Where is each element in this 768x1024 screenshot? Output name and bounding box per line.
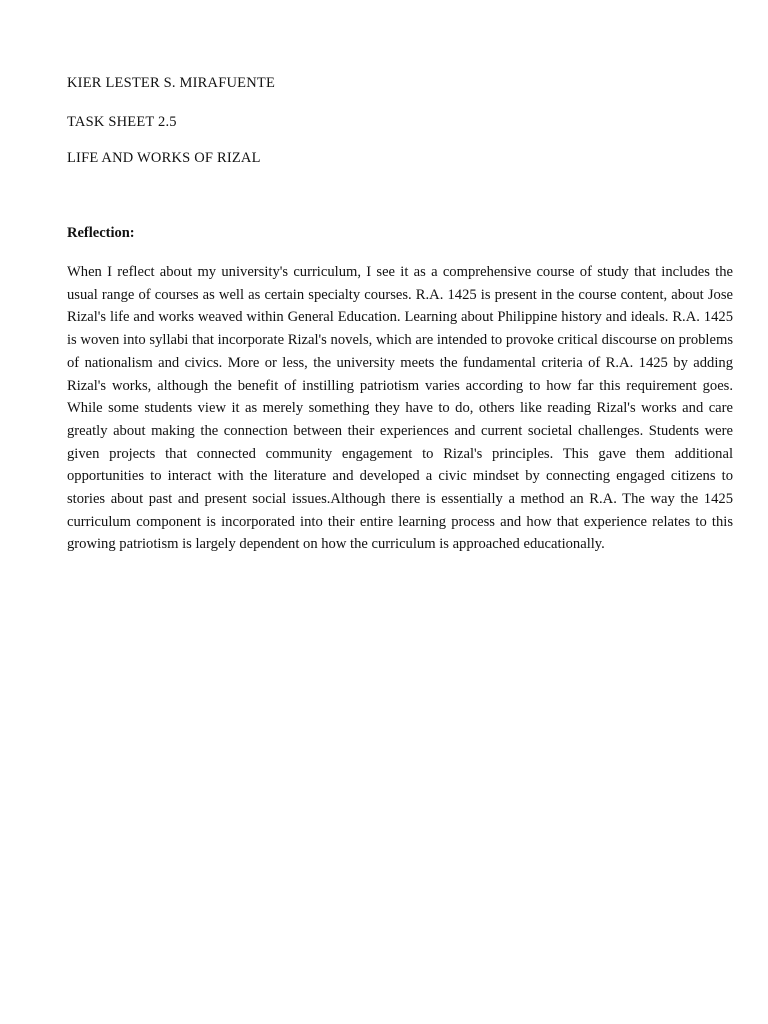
author-name: KIER LESTER S. MIRAFUENTE — [67, 75, 275, 91]
reflection-paragraph: When I reflect about my university's curriculum, I see it as a comprehensive course of study that includes the usual range of courses as well as certain specialty courses. R.A. 1425 is present in the course content, about Jose Rizal's life and works weaved within General Education. Learning about Philippine history and ideals. R.A. 1425 is woven into syllabi that incorporate Rizal's novels, which are intended to provoke critical discourse on problems of nationalism and civics. More or less, the university meets the fundamental criteria of R.A. 1425 by adding Rizal's works, although the benefit of instilling patriotism varies according to how far this requirement goes. While some students view it as merely something they have to do, others like reading Rizal's works and care greatly about making the connection between their experiences and current societal challenges. Students were given projects that connected community engagement to Rizal's principles. This gave them additional opportunities to interact with the literature and developed a civic mindset by connecting engaged citizens to stories about past and present social issues.Although there is essentially a method an R.A. The way the 1425 curriculum component is incorporated into their entire learning process and how that experience relates to this growing patriotism is largely dependent on how the curriculum is approached educationally. — [67, 264, 733, 553]
task-label: TASK SHEET 2.5 — [67, 114, 177, 130]
section-heading: Reflection: — [67, 225, 135, 241]
course-title: LIFE AND WORKS OF RIZAL — [67, 150, 261, 166]
